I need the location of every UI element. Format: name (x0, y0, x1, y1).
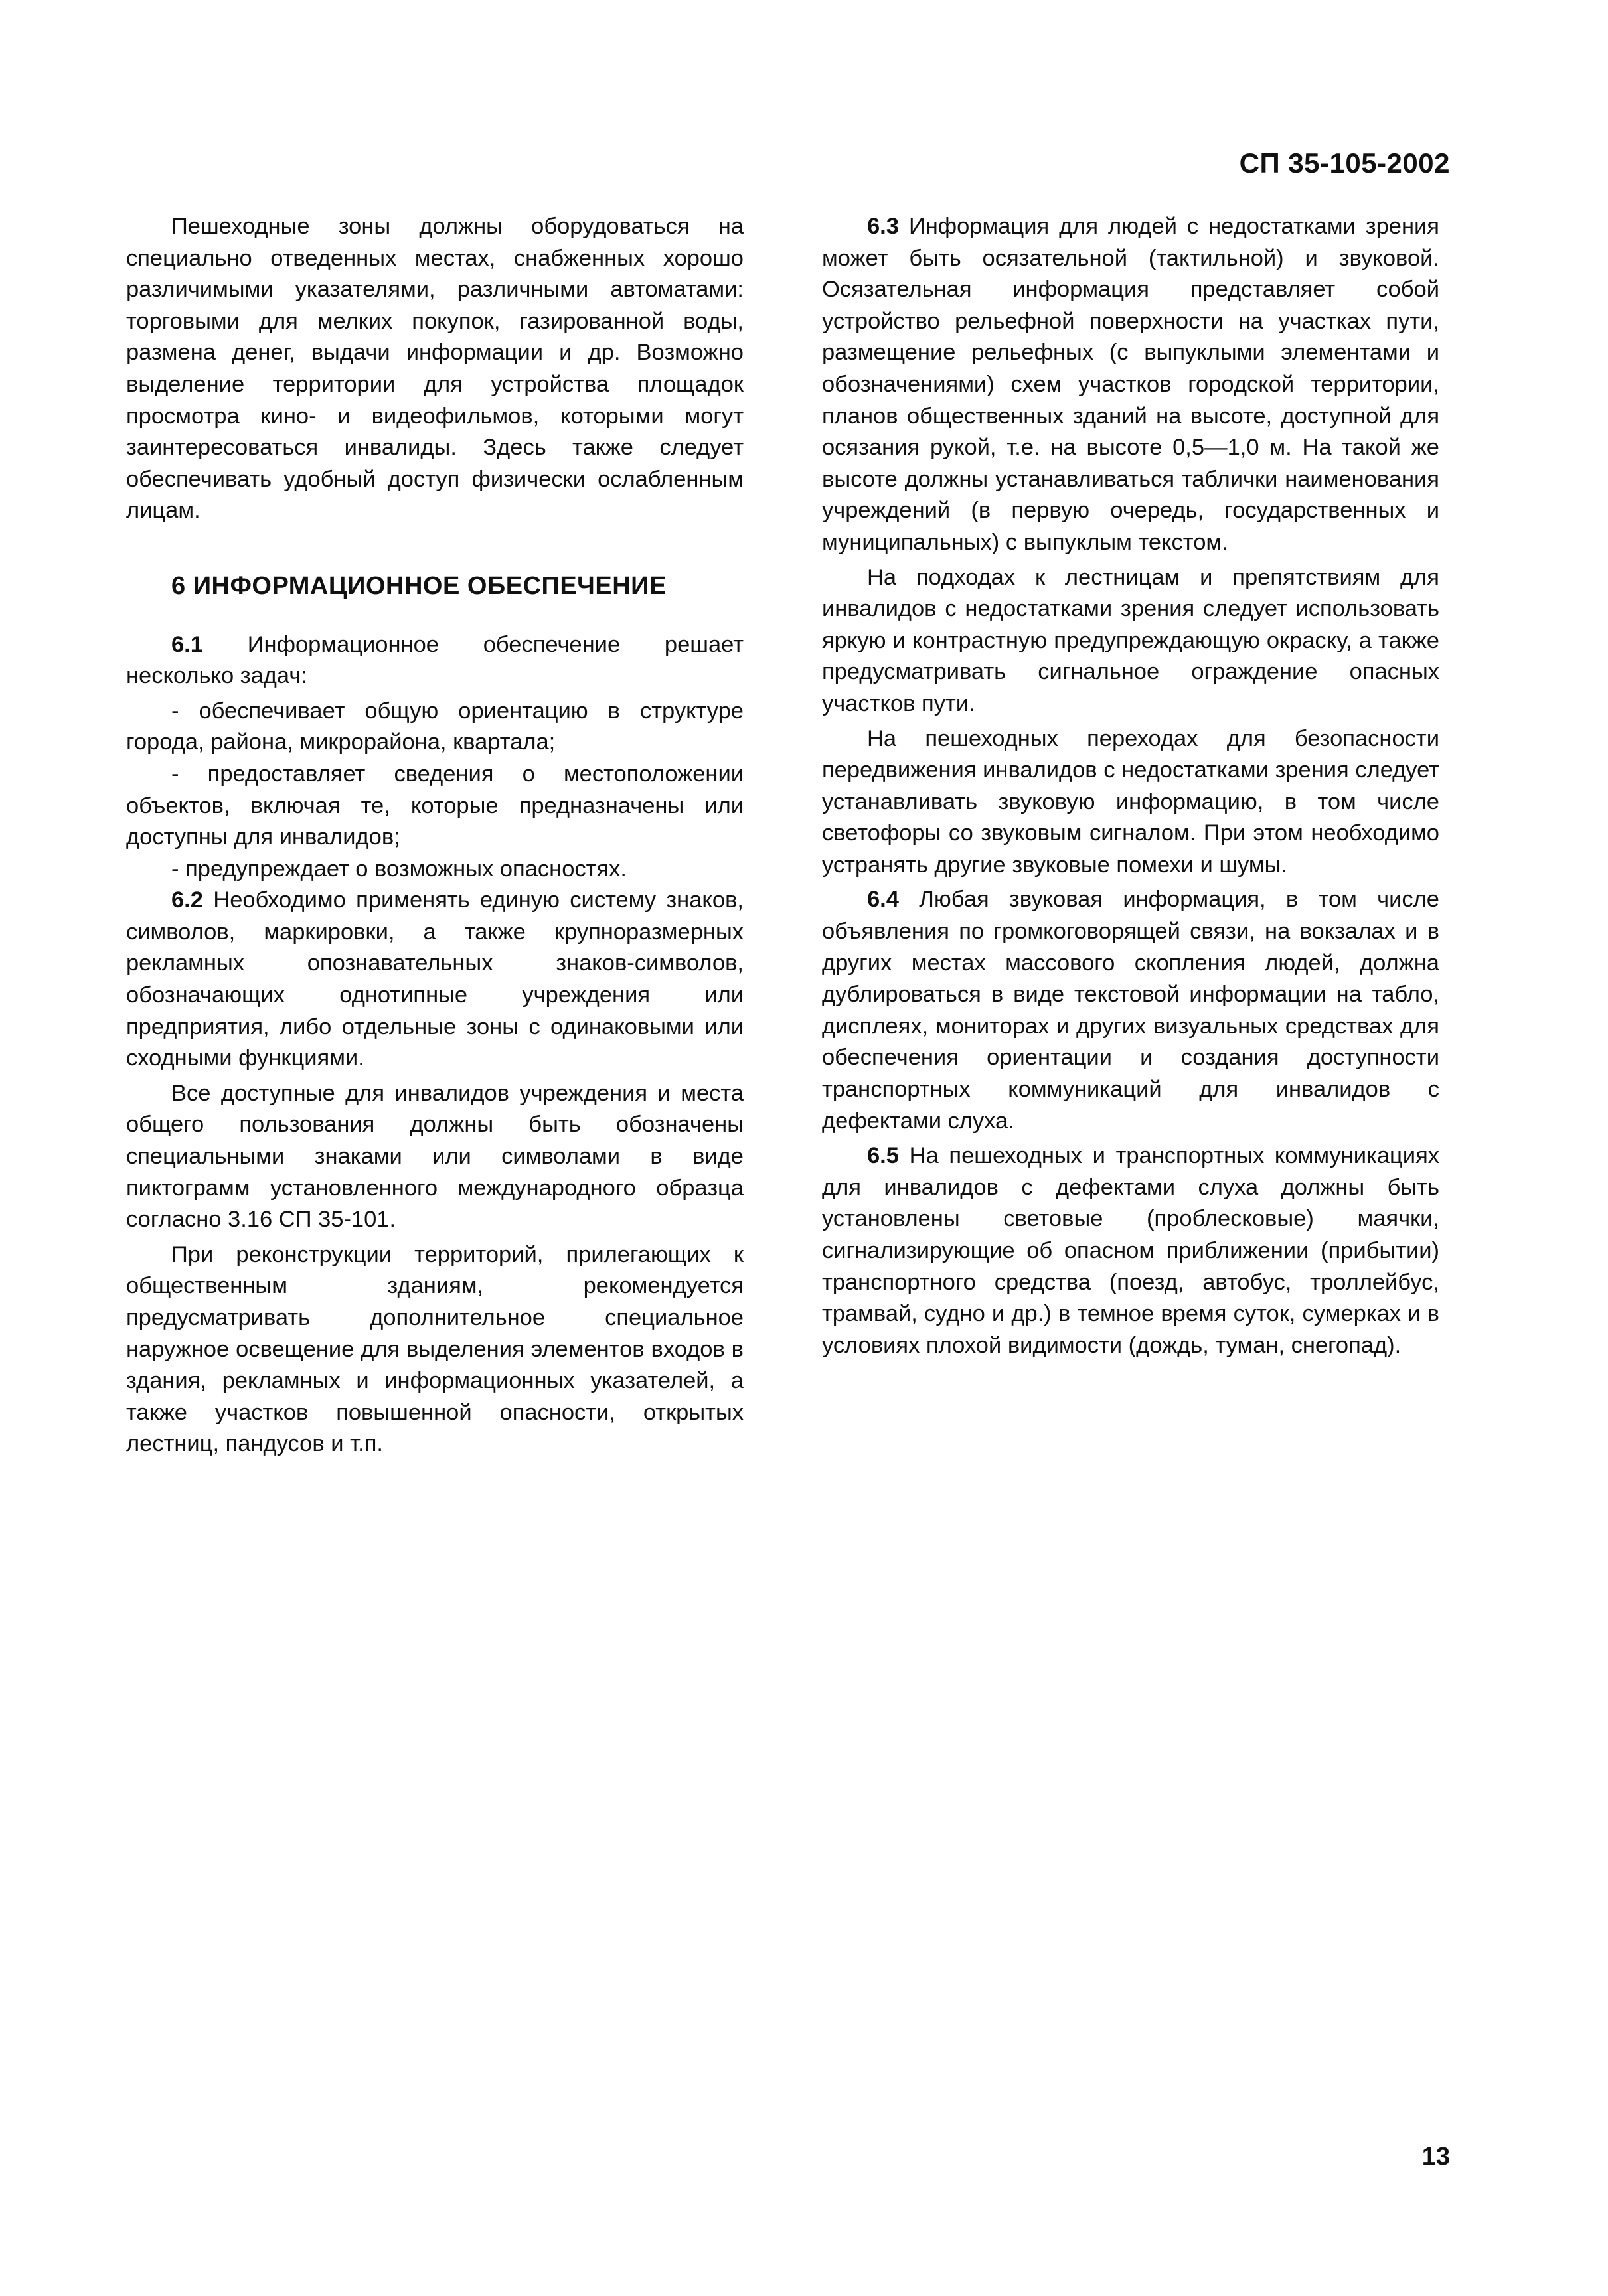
clause-number: 6.2 (171, 887, 203, 913)
paragraph-6-2 (126, 885, 744, 1075)
paragraph-6-1 (126, 629, 744, 692)
paragraph-6-4 (822, 884, 1439, 1137)
list-item: - обеспечивает общую ориентацию в структуре города, района, микрорайона, квартала; (126, 698, 744, 755)
paragraph-pedestrian-crossings: На пешеходных переходах для безопасности передвижения инвалидов с недостатками зрения следует устанавливать звуковую информацию, в том числе светофоры со звуковым сигналом. При этом необходимо устранять другие звуковые помехи и шумы. (822, 726, 1439, 878)
list-item: - предоставляет сведения о местоположении объектов, включая те, которые предназначены или доступны для инвалидов; (126, 761, 744, 850)
clause-text: Информация для людей с недостатками зрения может быть осязательной (тактильной) и звуковой. Осязательная информация представляет собой устройство рельефной поверхности на участках пути, размещение рельефных (с выпуклыми элементами и обозначениями) схем участков городской территории, планов общественных зданий на высоте, доступной для осязания рукой, т.е. на высоте 0,5—1,0 м. На такой же высоте должны устанавливаться таблички наименования учреждений (в первую очередь, государственных и муниципальных) с выпуклым текстом. (822, 214, 1439, 555)
clause-number: 6.3 (867, 214, 899, 239)
paragraph-reconstruction: При реконструкции территорий, прилегающих к общественным зданиям, рекомендуется предусматривать дополнительное специальное наружное освещение для выделения элементов входов в здания, рекламных и информационных указателей, а также участков повышенной опасности, открытых лестниц, пандусов и т.п. (126, 1241, 744, 1457)
paragraph-6-5 (822, 1140, 1439, 1361)
clause-text: Любая звуковая информация, в том числе объявления по громкоговорящей связи, на вокзалах и в других местах массового скопления людей, должна дублироваться в виде текстовой информации на табло, дисплеях, мониторах и других визуальных средствах для обеспечения ориентации и создания доступности транспортных коммуникаций для инвалидов с дефектами слуха. (822, 887, 1439, 1134)
list-item: - предупреждает о возможных опасностях. (171, 856, 627, 881)
clause-number: 6.1 (171, 631, 203, 657)
clause-text: Информационное обеспечение решает несколько задач: (126, 631, 744, 689)
clause-number: 6.5 (867, 1143, 899, 1169)
paragraph-stair-approaches: На подходах к лестницам и препятствиям для инвалидов с недостатками зрения следует использовать яркую и контрастную предупреждающую окраску, а также предусматривать сигнальное ограждение опасных участков пути. (822, 564, 1439, 716)
clause-text: Необходимо применять единую систему знаков, символов, маркировки, а также крупноразмерных рекламных опознавательных знаков-символов, обозначающих однотипные учреждения или предприятия, либо отдельные зоны с одинаковыми или сходными функциями. (126, 887, 744, 1071)
paragraph-6-3 (822, 211, 1439, 559)
document-code: СП 35-105-2002 (1239, 147, 1450, 179)
right-column (822, 211, 1439, 1365)
paragraph-accessible-places: Все доступные для инвалидов учреждения и места общего пользования должны быть обозначены специальными знаками или символами в виде пиктограмм установленного международного образца согласно 3.16 СП 35-101. (126, 1080, 744, 1233)
section-heading: 6 ИНФОРМАЦИОННОЕ ОБЕСПЕЧЕНИЕ (171, 572, 667, 600)
clause-text: На пешеходных и транспортных коммуникациях для инвалидов с дефектами слуха должны быть установлены световые (проблесковые) маячки, сигнализирующие об опасном приближении (прибытии) транспортного средства (поезд, автобус, троллейбус, трамвай, судно и др.) в темное время суток, сумерках и в условиях плохой видимости (дождь, туман, снегопад). (822, 1143, 1439, 1358)
page-number: 13 (1421, 2143, 1450, 2171)
left-column (126, 211, 744, 1464)
clause-number: 6.4 (867, 887, 899, 913)
paragraph-pedestrian-zones: Пешеходные зоны должны оборудоваться на специально отведенных местах, снабженных хорошо различимыми указателями, различными автоматами: торговыми для мелких покупок, газированной воды, размена денег, выдачи информации и др. Возможно выделение территории для устройства площадок просмотра кино- и видеофильмов, которыми могут заинтересоваться инвалиды. Здесь также следует обеспечивать удобный доступ физически ослабленным лицам. (126, 214, 744, 524)
